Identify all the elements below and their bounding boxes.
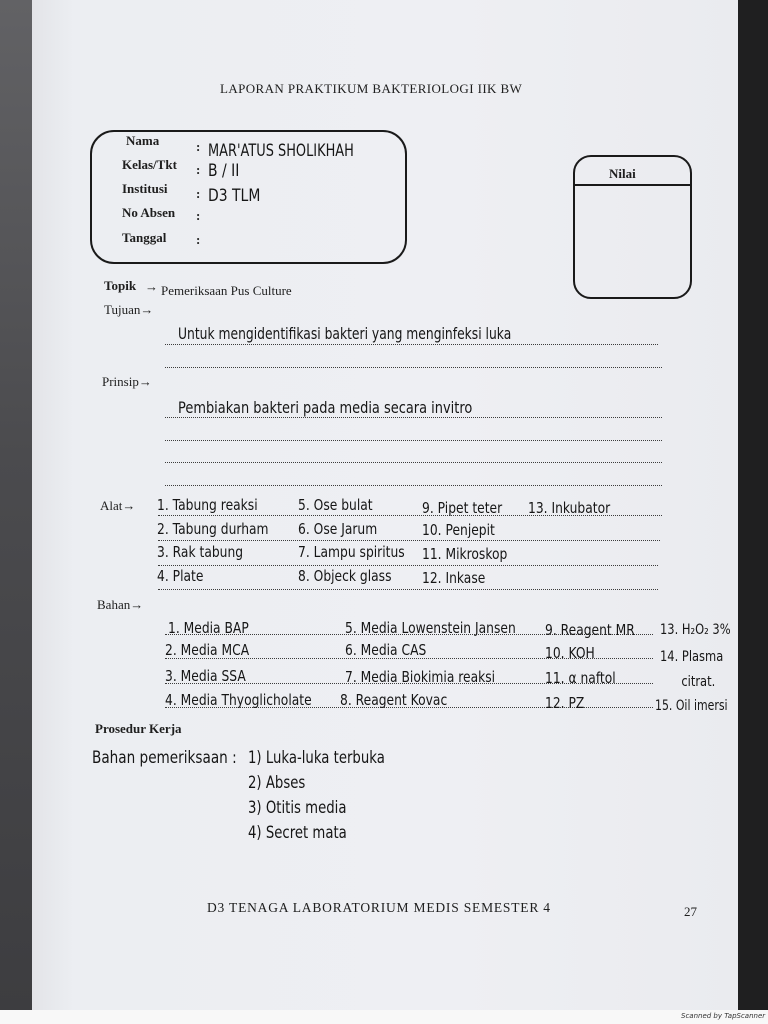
material-item: 3. Media SSA (165, 667, 246, 685)
material-item: 4. Media Thyoglicholate (165, 691, 312, 709)
dotted-line (165, 485, 662, 486)
principle-label: Prinsip→ (102, 374, 152, 389)
sample-item: 2) Abses (248, 773, 306, 793)
name-value: MAR'ATUS SHOLIKHAH (208, 141, 354, 161)
tool-item: 9. Pipet teter (422, 499, 503, 517)
tool-item: 2. Tabung durham (157, 520, 269, 538)
material-item: 9. Reagent MR (545, 621, 635, 639)
material-item: 13. H₂O₂ 3% (660, 622, 731, 638)
sample-item: 1) Luka-luka terbuka (248, 748, 385, 768)
scan-border-right (738, 0, 768, 1010)
class-value: B / II (208, 161, 240, 181)
institution-label: Institusi (122, 181, 168, 196)
score-divider (575, 184, 690, 186)
objective-label: Tujuan→ (104, 302, 154, 317)
material-item: 11. α naftol (545, 669, 616, 687)
score-label: Nilai (609, 166, 636, 181)
dotted-line (165, 344, 658, 345)
topic-arrow: → (145, 279, 158, 294)
tools-label: Alat→ (100, 498, 136, 513)
dotted-line (158, 540, 660, 541)
material-item: 2. Media MCA (165, 641, 250, 659)
material-item: 15. Oil imersi (655, 698, 728, 714)
class-colon: : (196, 162, 201, 177)
institution-colon: : (196, 186, 201, 201)
tool-item: 3. Rak tabung (157, 543, 244, 561)
dotted-line (165, 440, 662, 441)
tool-item: 10. Penjepit (422, 521, 495, 539)
dotted-line (165, 367, 662, 368)
name-colon: : (196, 139, 201, 154)
tool-item: 8. Objeck glass (298, 567, 392, 585)
scan-border-left (0, 0, 32, 1010)
material-item: 12. PZ (545, 694, 585, 712)
institution-value: D3 TLM (208, 186, 261, 206)
objective-text: Untuk mengidentifikasi bakteri yang menginfeksi luka (178, 324, 512, 343)
sample-label: Bahan pemeriksaan : (92, 748, 237, 768)
date-colon: : (196, 232, 201, 247)
topic-label: Topik (104, 278, 137, 293)
sample-item: 3) Otitis media (248, 798, 347, 818)
material-item: 5. Media Lowenstein Jansen (345, 619, 516, 637)
material-item: 7. Media Biokimia reaksi (345, 668, 496, 686)
absence-number-label: No Absen (122, 205, 176, 220)
material-item: 1. Media BAP (168, 619, 249, 637)
tool-item: 12. Inkase (422, 569, 486, 587)
date-label: Tanggal (122, 230, 167, 245)
class-label: Kelas/Tkt (122, 157, 177, 172)
name-label: Nama (126, 133, 160, 148)
dotted-line (158, 565, 658, 566)
tool-item: 6. Ose Jarum (298, 520, 378, 538)
sample-item: 4) Secret mata (248, 823, 347, 843)
tool-item: 4. Plate (157, 567, 204, 585)
material-item: 6. Media CAS (345, 641, 427, 659)
page-number: 27 (684, 904, 697, 919)
dotted-line (165, 417, 662, 418)
tool-item: 1. Tabung reaksi (157, 496, 258, 514)
tool-item: 11. Mikroskop (422, 545, 508, 563)
tool-item: 5. Ose bulat (298, 496, 373, 514)
scanner-watermark: Scanned by TapScanner (681, 1012, 766, 1020)
material-item: 10. KOH (545, 644, 595, 662)
material-item: 14. Plasma citrat. (660, 649, 724, 690)
principle-text: Pembiakan bakteri pada media secara invitro (178, 398, 473, 417)
material-item: 8. Reagent Kovac (340, 691, 448, 709)
tool-item: 7. Lampu spiritus (298, 543, 405, 561)
report-title: LAPORAN PRAKTIKUM BAKTERIOLOGI IIK BW (220, 81, 523, 96)
footer-text: D3 TENAGA LABORATORIUM MEDIS SEMESTER 4 (207, 900, 551, 915)
absence-number-colon: : (196, 208, 201, 223)
topic-value: Pemeriksaan Pus Culture (161, 283, 292, 298)
tool-item: 13. Inkubator (528, 499, 611, 517)
dotted-line (158, 589, 658, 590)
materials-label: Bahan→ (97, 597, 144, 612)
procedure-label: Prosedur Kerja (95, 721, 182, 736)
dotted-line (165, 462, 662, 463)
